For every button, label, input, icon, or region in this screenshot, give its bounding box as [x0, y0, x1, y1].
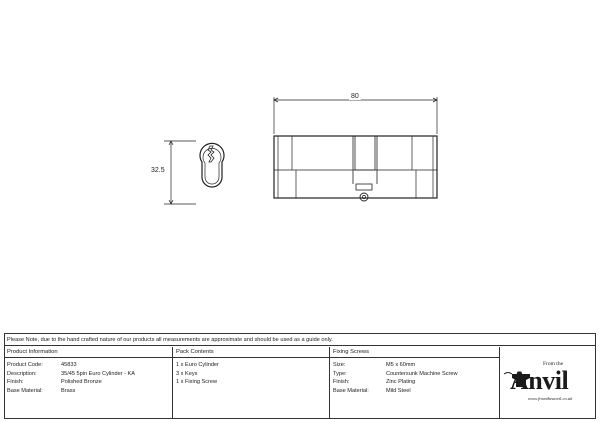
height-dimension-line: [164, 141, 196, 204]
logo-from-text: From the: [543, 361, 564, 367]
spec-tables: [4, 347, 500, 419]
length-dimension-line: [274, 97, 437, 134]
euro-cylinder-front-view: [200, 143, 224, 187]
table-row: Base Material: Brass: [7, 387, 76, 394]
table-row: Finish: Polished Bronze: [7, 379, 102, 386]
table-row: Description: 35/45 5pin Euro Cylinder - KA: [7, 370, 136, 377]
product-information-heading: Product Information: [4, 347, 172, 358]
table-row: Base Material: Mild Steel: [333, 387, 411, 394]
table-row: Size: M5 x 60mm: [333, 362, 416, 368]
table-row: 1 x Euro Cylinder: [176, 362, 219, 368]
logo-name-text: Anvil: [510, 366, 569, 395]
height-dimension-label: 32.5: [151, 167, 165, 174]
fixing-screws-heading: Fixing Screws: [330, 347, 499, 358]
fixing-screws-table: [330, 347, 500, 419]
measurement-disclaimer: Please Note, due to the hand crafted nature of our products all measurements are approximate and should be used as a guide only.: [4, 333, 596, 346]
table-row: 1 x Fixing Screw: [176, 379, 218, 386]
table-row: Type: Countersunk Machine Screw: [333, 370, 458, 377]
logo-url-text: www.fromtheanvil.co.uk: [528, 396, 573, 401]
table-row: Finish: Zinc Plating: [333, 379, 416, 386]
pack-contents-table: [173, 347, 330, 419]
table-row: Product Code: 45833: [7, 362, 77, 368]
pack-contents-heading: Pack Contents: [173, 347, 329, 358]
euro-cylinder-side-view: [274, 136, 437, 201]
length-dimension-label: 80: [351, 93, 359, 100]
table-row: 3 x Keys: [176, 370, 198, 377]
product-information-table: [4, 347, 173, 419]
from-the-anvil-logo: [500, 347, 596, 419]
